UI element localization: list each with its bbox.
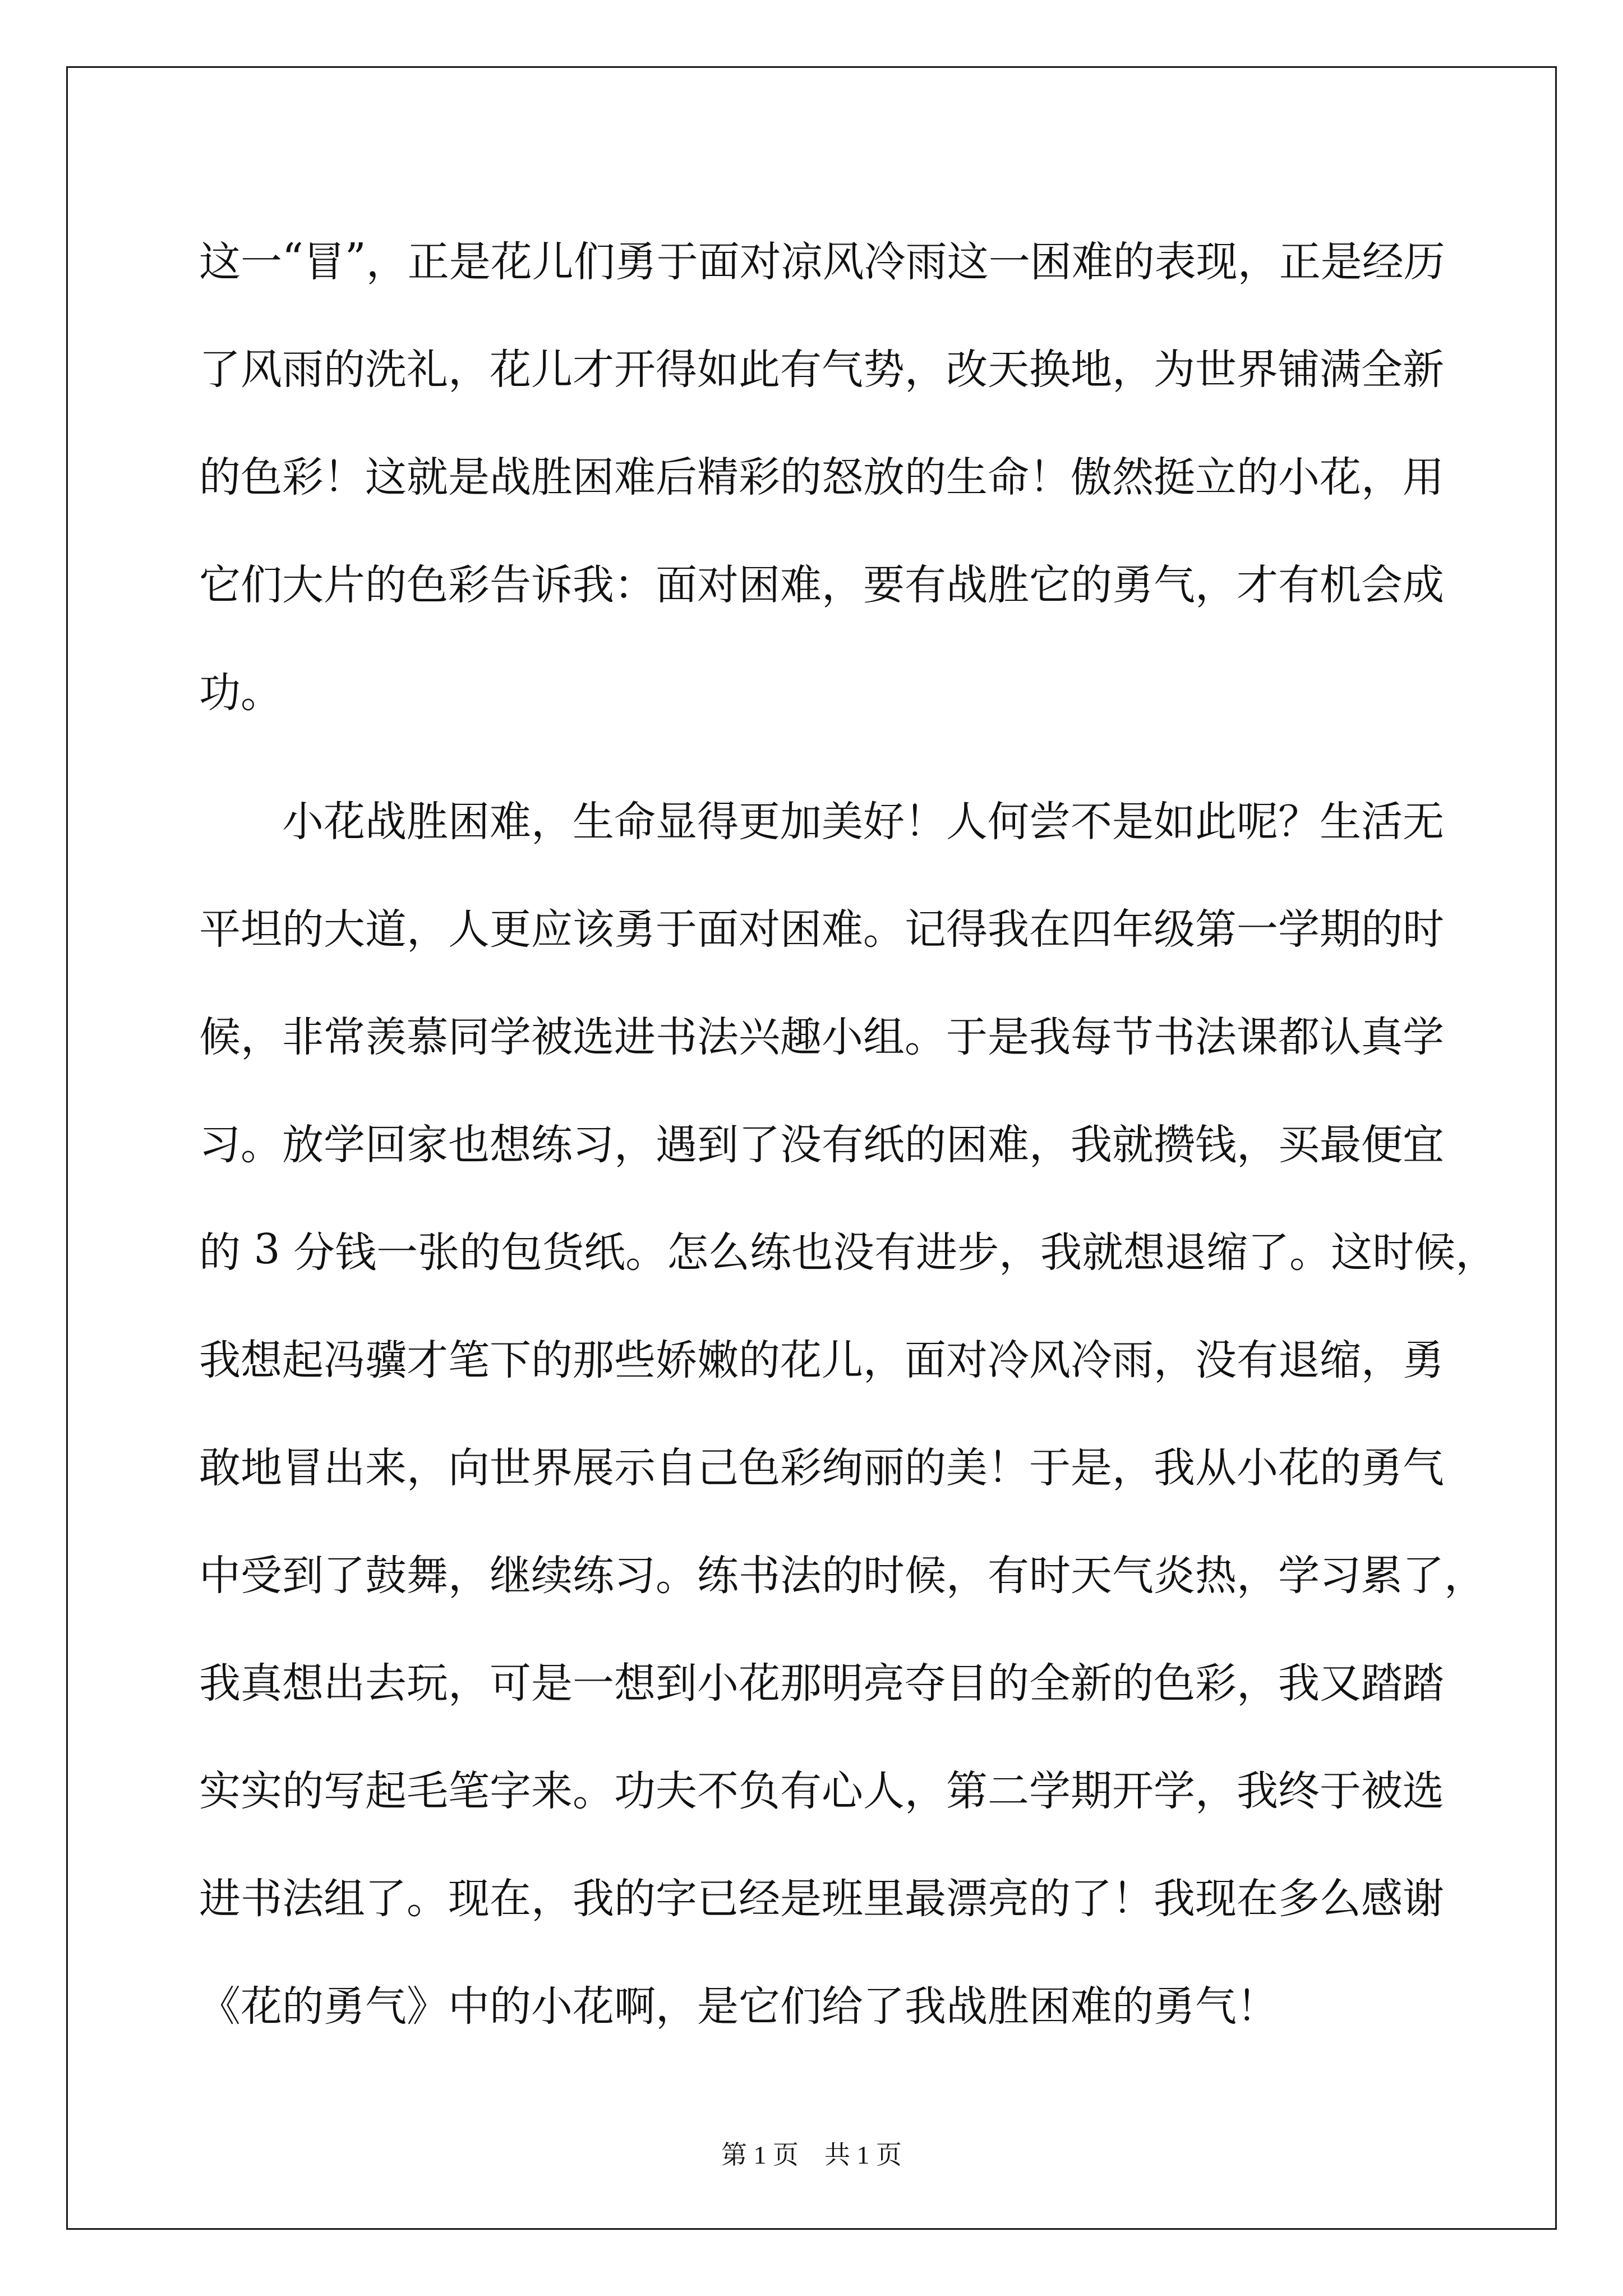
text-line: 习 。 放 学 回 家 也 想 练 习 ， 遇 到 了 没 有 纸 的 困 难 ， 我 就 攒 钱 ， 买 最 便 宜 xyxy=(199,1121,1444,1169)
text-line: 功。 xyxy=(199,669,282,717)
text-line: 进 书 法 组 了 。 现 在 ， 我 的 字 已 经 是 班 里 最 漂 亮 的 了 ！ 我 现 在 多 么 感 谢 xyxy=(199,1875,1444,1923)
text-line: 敢 地 冒 出 来 ， 向 世 界 展 示 自 己 色 彩 绚 丽 的 美 ！ 于 是 ， 我 从 小 花 的 勇 气 xyxy=(199,1444,1444,1492)
text-line: 小 花 战 胜 困 难 ， 生 命 显 得 更 加 美 好 ！ 人 何 尝 不 是 如 此 呢 ？ 生 活 无 xyxy=(282,798,1444,846)
text-line: 这 一 “ 冒 ” ， 正 是 花 儿 们 勇 于 面 对 凉 风 冷 雨 这 一 困 难 的 表 现 ， 正 是 经 历 xyxy=(199,234,1445,286)
text-line: 我 想 起 冯 骥 才 笔 下 的 那 些 娇 嫩 的 花 儿 ， 面 对 冷 风 冷 雨 ， 没 有 退 缩 ， 勇 xyxy=(199,1336,1444,1384)
text-line: 了 风 雨 的 洗 礼 ， 花 儿 才 开 得 如 此 有 气 势 ， 改 天 换 地 ， 为 世 界 铺 满 全 新 xyxy=(199,346,1444,394)
text-line: 我 真 想 出 去 玩 ， 可 是 一 想 到 小 花 那 明 亮 夺 目 的 全 新 的 色 彩 ， 我 又 踏 踏 xyxy=(199,1659,1444,1708)
text-line: 中 受 到 了 鼓 舞 ， 继 续 练 习 。 练 书 法 的 时 候 ， 有 时 天 气 炎 热 ， 学 习 累 了 ， xyxy=(199,1552,1486,1600)
text-line: 实 实 的 写 起 毛 笔 字 来 。 功 夫 不 负 有 心 人 ， 第 二 学 期 开 学 ， 我 终 于 被 选 xyxy=(199,1767,1444,1815)
text-line: 它 们 大 片 的 色 彩 告 诉 我 ： 面 对 困 难 ， 要 有 战 胜 它 的 勇 气 ， 才 有 机 会 成 xyxy=(199,561,1444,609)
text-line: 《花的勇气》中的小花啊，是它们给了我战胜困难的勇气！ xyxy=(199,1982,1278,2031)
text-line: 的 3 分 钱 一 张 的 包 货 纸 。 怎 么 练 也 没 有 进 步 ， 我 就 想 退 缩 了 。 这 时 候 ， xyxy=(199,1225,1497,1277)
document-body xyxy=(199,205,1497,2057)
page-footer: 第 1 页 共 1 页 xyxy=(721,2141,902,2169)
paragraph-gap xyxy=(199,743,1424,765)
text-line: 候 ， 非 常 羡 慕 同 学 被 选 进 书 法 兴 趣 小 组 。 于 是 我 每 节 书 法 课 都 认 真 学 xyxy=(199,1013,1444,1061)
text-line: 平 坦 的 大 道 ， 人 更 应 该 勇 于 面 对 困 难 。 记 得 我 在 四 年 级 第 一 学 期 的 时 xyxy=(199,905,1444,954)
text-line: 的 色 彩 ！ 这 就 是 战 胜 困 难 后 精 彩 的 怒 放 的 生 命 ！ 傲 然 挺 立 的 小 花 ， 用 xyxy=(199,453,1444,501)
